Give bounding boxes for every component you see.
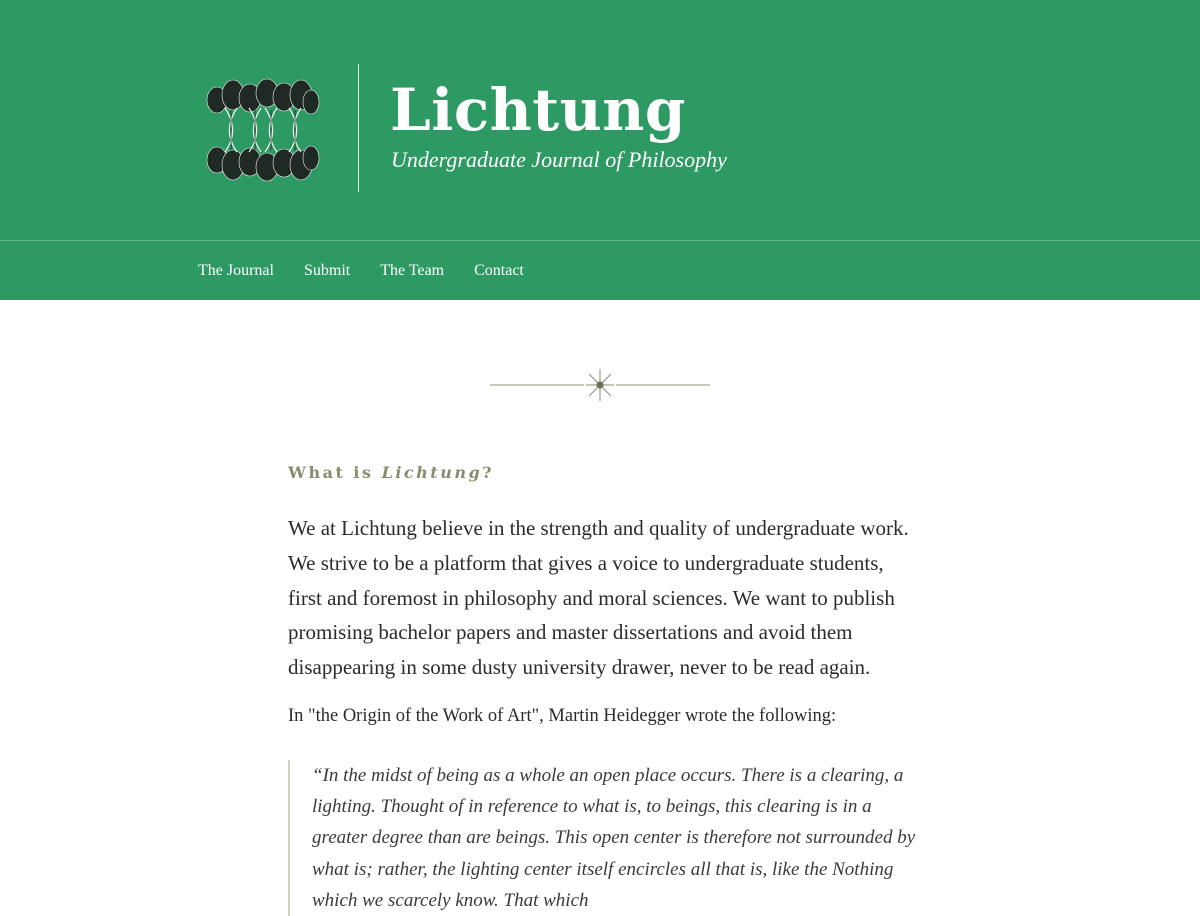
site-header	[0, 0, 1200, 240]
heidegger-quote: “In the midst of being as a whole an open place occurs. There is a clearing, a lighting. Thought of in reference to what is, to beings, this clearing is in a greater degree than are beings. This open center is therefore not surrounded by what is; rather, the lighting center itself encircles all that is, like the Nothing which we scarcely know. That which	[288, 760, 920, 916]
nav-item-the-team[interactable]: The Team	[380, 261, 445, 279]
header-divider	[358, 64, 359, 192]
forest-logo-icon[interactable]	[205, 78, 320, 182]
heading-suffix: ?	[482, 463, 495, 482]
intro-paragraph: We at Lichtung believe in the strength and quality of undergraduate work. We strive to be a platform that gives a voice to undergraduate students, first and foremost in philosophy and moral sciences. We want to publish promising bachelor papers and master dissertations and avoid them disappearing in some dusty university drawer, never to be read again.	[288, 516, 909, 680]
starburst-divider-icon	[490, 366, 710, 404]
main-nav	[0, 240, 1200, 300]
nav-item-the-journal[interactable]: The Journal	[198, 261, 274, 279]
heidegger-intro: In "the Origin of the Work of Art", Martin Heidegger wrote the following:	[288, 705, 837, 726]
site-subtitle: Undergraduate Journal of Philosophy	[391, 147, 727, 172]
section-heading	[288, 458, 920, 488]
nav-item-submit[interactable]: Submit	[303, 261, 351, 279]
heading-prefix: What is	[288, 463, 382, 482]
main-content	[288, 458, 920, 916]
site-title[interactable]: Lichtung	[390, 76, 686, 144]
nav-item-contact[interactable]: Contact	[474, 261, 524, 279]
nav-list	[198, 241, 554, 300]
heading-journal-name: Lichtung	[381, 463, 483, 482]
